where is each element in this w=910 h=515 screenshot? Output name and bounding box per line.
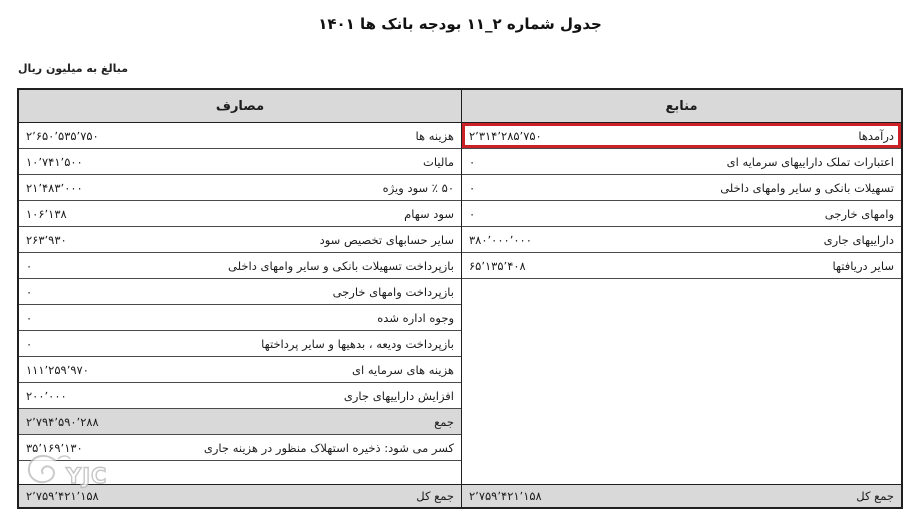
row-value: ۱۰٬۷۴۱٬۵۰۰	[26, 154, 83, 169]
column-header-masaref: مصارف	[19, 90, 461, 123]
row-value: ۰	[26, 258, 33, 273]
unit-note: مبالغ به میلیون ریال	[18, 62, 129, 75]
row-value: ۱۱۱٬۲۵۹٬۹۷۰	[26, 362, 89, 377]
table-row-increase-current-assets	[19, 383, 461, 409]
row-value: ۲٬۳۱۴٬۲۸۵٬۷۵۰	[469, 128, 542, 143]
grand-total-row-masaref	[19, 484, 461, 507]
row-value: ۰	[26, 310, 33, 325]
row-label: هزینه ها	[415, 128, 454, 143]
table-row-repay-deposits-debts	[19, 331, 461, 357]
table-row-expenses	[19, 123, 461, 149]
row-label: اعتبارات تملک داراییهای سرمایه ای	[726, 154, 894, 169]
table-row-other-profit-allocation	[19, 227, 461, 253]
row-label: تسهیلات بانکی و سایر وامهای داخلی	[720, 180, 894, 195]
row-label: مالیات	[423, 154, 454, 169]
table-row-subtotal	[19, 409, 461, 435]
table-row-revenues-highlighted	[462, 123, 901, 149]
row-label: سایر حسابهای تخصیص سود	[319, 232, 454, 247]
row-label: افزایش داراییهای جاری	[343, 388, 454, 403]
row-value: ۱۰۶٬۱۳۸	[26, 206, 67, 221]
row-label: وجوه اداره شده	[377, 310, 454, 325]
table-row-special-profit	[19, 175, 461, 201]
table-row-capital-asset-credits	[462, 149, 901, 175]
row-value: ۰	[469, 206, 476, 221]
table-row-taxes	[19, 149, 461, 175]
grand-total-label: جمع کل	[856, 489, 894, 503]
row-value: ۶۵٬۱۳۵٬۴۰۸	[469, 258, 526, 273]
table-row-repay-foreign-loans	[19, 279, 461, 305]
row-value: ۳۸۰٬۰۰۰٬۰۰۰	[469, 232, 532, 247]
row-value: ۰	[26, 284, 33, 299]
row-label: کسر می شود: ذخیره استهلاک منظور در هزینه جاری	[203, 440, 454, 455]
row-value: ۲۰۰٬۰۰۰	[26, 388, 67, 403]
empty-cell	[19, 461, 461, 484]
row-label: بازپرداخت تسهیلات بانکی و سایر وامهای داخلی	[228, 258, 454, 273]
grand-total-value: ۲٬۷۵۹٬۴۲۱٬۱۵۸	[469, 489, 542, 503]
row-value: ۰	[469, 180, 476, 195]
table-row-foreign-loans	[462, 201, 901, 227]
table-row-bank-facilities	[462, 175, 901, 201]
row-label: درآمدها	[858, 128, 894, 143]
row-label: ۵۰ ٪ سود ویژه	[382, 180, 454, 195]
table-row-managed-funds	[19, 305, 461, 331]
empty-cell	[462, 279, 901, 484]
table-row-capital-expenses	[19, 357, 461, 383]
row-label: سایر دریافتها	[832, 258, 894, 273]
page-title: جدول شماره ۲_۱۱ بودجه بانک ها ۱۴۰۱	[318, 15, 602, 33]
column-masaref	[19, 90, 462, 507]
row-label: بازپرداخت ودیعه ، بدهیها و سایر پرداختها	[261, 336, 454, 351]
row-value: ۲۱٬۴۸۳٬۰۰۰	[26, 180, 83, 195]
row-value: ۰	[469, 154, 476, 169]
row-label: بازپرداخت وامهای خارجی	[332, 284, 454, 299]
grand-total-value: ۲٬۷۵۹٬۴۲۱٬۱۵۸	[26, 489, 99, 503]
table-row-other-receipts	[462, 253, 901, 279]
row-value: ۲٬۷۹۴٬۵۹۰٬۲۸۸	[26, 414, 99, 429]
row-label: سود سهام	[404, 206, 454, 221]
column-manabe	[462, 90, 901, 507]
row-value: ۲۶۳٬۹۳۰	[26, 232, 67, 247]
grand-total-row-manabe	[462, 484, 901, 507]
row-value: ۲٬۶۵۰٬۵۳۵٬۷۵۰	[26, 128, 99, 143]
column-header-manabe: منابع	[462, 90, 901, 123]
grand-total-label: جمع کل	[416, 489, 454, 503]
row-label: جمع	[434, 414, 454, 429]
row-value: ۰	[26, 336, 33, 351]
row-label: هزینه های سرمایه ای	[352, 362, 454, 377]
table-row-current-assets	[462, 227, 901, 253]
table-row-depreciation-deduction	[19, 435, 461, 461]
table-row-repay-domestic-loans	[19, 253, 461, 279]
row-label: وامهای خارجی	[824, 206, 894, 221]
table-row-dividends	[19, 201, 461, 227]
budget-table	[17, 88, 903, 509]
yjc-watermark-text: YJC	[66, 464, 108, 488]
row-label: داراییهای جاری	[823, 232, 894, 247]
row-value: ۳۵٬۱۶۹٬۱۳۰	[26, 440, 83, 455]
